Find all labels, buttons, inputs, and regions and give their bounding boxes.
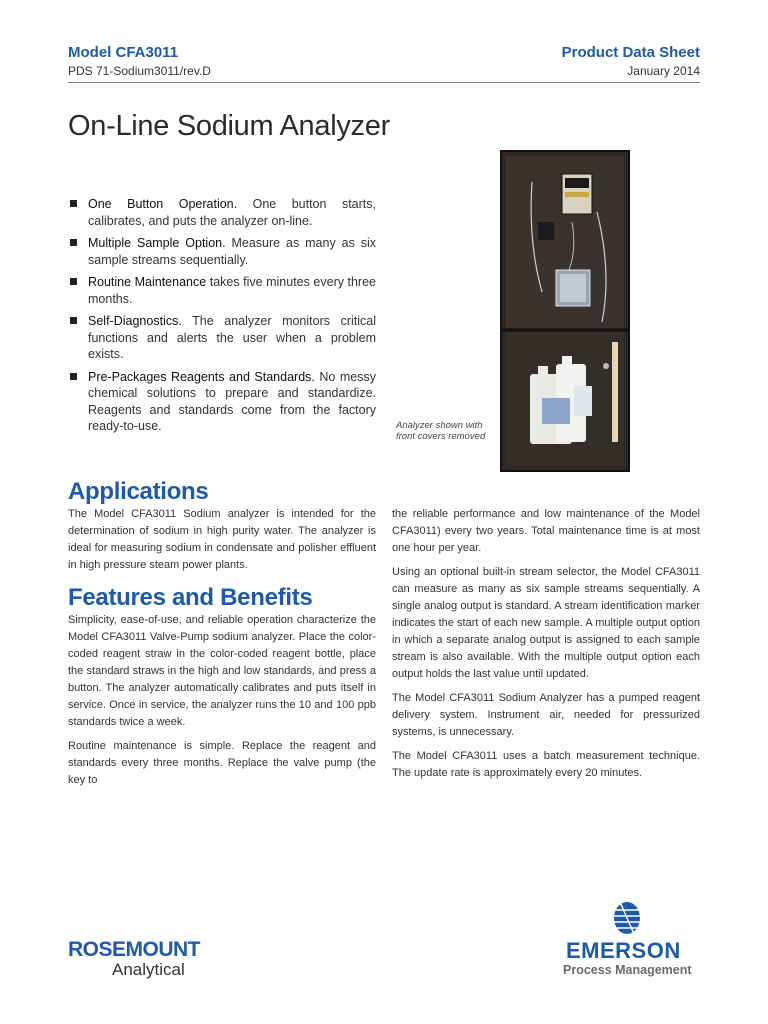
bullet-item bbox=[68, 235, 376, 268]
image-caption: Analyzer shown with front covers removed bbox=[396, 420, 486, 442]
doc-number: PDS 71-Sodium3011/rev.D bbox=[68, 64, 211, 78]
page-title: On-Line Sodium Analyzer bbox=[68, 110, 390, 142]
right-paragraph-1: the reliable performance and low maintenance of the Model CFA3011) every two years. Total maintenance time is at most one hour per year. bbox=[392, 508, 700, 554]
features-paragraph-2: Routine maintenance is simple. Replace the reagent and standards every three months. Replace the valve pump (the key to bbox=[68, 740, 376, 786]
header-divider bbox=[68, 82, 700, 83]
bullet-square-icon bbox=[70, 278, 77, 285]
features-paragraph-1: Simplicity, ease-of-use, and reliable operation characterize the Model CFA3011 Valve-Pump sodium analyzer. Place the color-coded reagent straw in the color-coded reagent bottle, place the standard straws in the high and low standards, and press a button. The analyzer automatically calibrates and puts itself in service. Once in service, the analyzer runs the 10 and 100 ppb standards twice a week. bbox=[68, 614, 376, 728]
bullet-text: takes five minutes every three months. bbox=[88, 275, 376, 306]
bullet-square-icon bbox=[70, 373, 77, 380]
bullet-text: The analyzer monitors critical functions and alerts the user when a problem exists. bbox=[88, 314, 376, 361]
bullet-lead: Pre-Packages Reagents and Standards. bbox=[88, 369, 315, 384]
applications-text: The Model CFA3011 Sodium analyzer is intended for the determination of sodium in high purity water. The analyzer is ideal for measuring sodium in condensate and polisher effluent in high pressure steam power plants. bbox=[68, 508, 376, 571]
bullet-text: Measure as many as six sample streams sequentially. bbox=[88, 236, 376, 267]
feature-bullets bbox=[68, 196, 376, 441]
emerson-subtitle: Process Management bbox=[563, 963, 692, 977]
bullet-square-icon bbox=[70, 239, 77, 246]
bullet-lead: Routine Maintenance bbox=[88, 275, 207, 289]
doc-type: Product Data Sheet bbox=[561, 44, 700, 61]
bullet-lead: Multiple Sample Option. bbox=[88, 236, 226, 250]
bullet-lead: One Button Operation. bbox=[88, 197, 238, 211]
bullet-text: One button starts, calibrates, and puts the analyzer on-line. bbox=[88, 197, 376, 228]
emerson-globe-icon bbox=[610, 900, 644, 936]
bullet-text: No messy chemical solutions to prepare and standardize. Reagents and standards come from the factory ready-to-use. bbox=[88, 369, 376, 433]
analyzer-illustration bbox=[502, 152, 628, 470]
analyzer-photo bbox=[500, 150, 630, 472]
bullet-item bbox=[68, 274, 376, 307]
applications-heading: Applications bbox=[68, 478, 209, 505]
emerson-logo: EMERSON bbox=[566, 938, 681, 963]
doc-date: January 2014 bbox=[627, 64, 700, 78]
rosemount-subtitle: Analytical bbox=[112, 960, 185, 979]
bullet-square-icon bbox=[70, 200, 77, 207]
bullet-item bbox=[68, 313, 376, 363]
bullet-lead: Self-Diagnostics. bbox=[88, 314, 182, 328]
right-paragraph-2: Using an optional built-in stream selector, the Model CFA3011 can measure as many as six sample streams sequentially. A single analog output is standard. A stream identification marker indicates the start of each new sample. A multiple output option in which a separate analog output is assigned to each sample stream is also available. With the multiple output option each output holds the last value until updated. bbox=[392, 566, 700, 680]
features-heading: Features and Benefits bbox=[68, 584, 313, 611]
bullet-item bbox=[68, 369, 376, 435]
rosemount-logo: ROSEMOUNT bbox=[68, 938, 200, 961]
bullet-item bbox=[68, 196, 376, 229]
model-label: Model CFA3011 bbox=[68, 44, 179, 61]
right-paragraph-3: The Model CFA3011 Sodium Analyzer has a pumped reagent delivery system. Instrument air, needed for pressurized systems, is unnecessary. bbox=[392, 692, 700, 738]
right-paragraph-4: The Model CFA3011 uses a batch measurement technique. The update rate is approximately every 20 minutes. bbox=[392, 750, 700, 779]
bullet-square-icon bbox=[70, 317, 77, 324]
